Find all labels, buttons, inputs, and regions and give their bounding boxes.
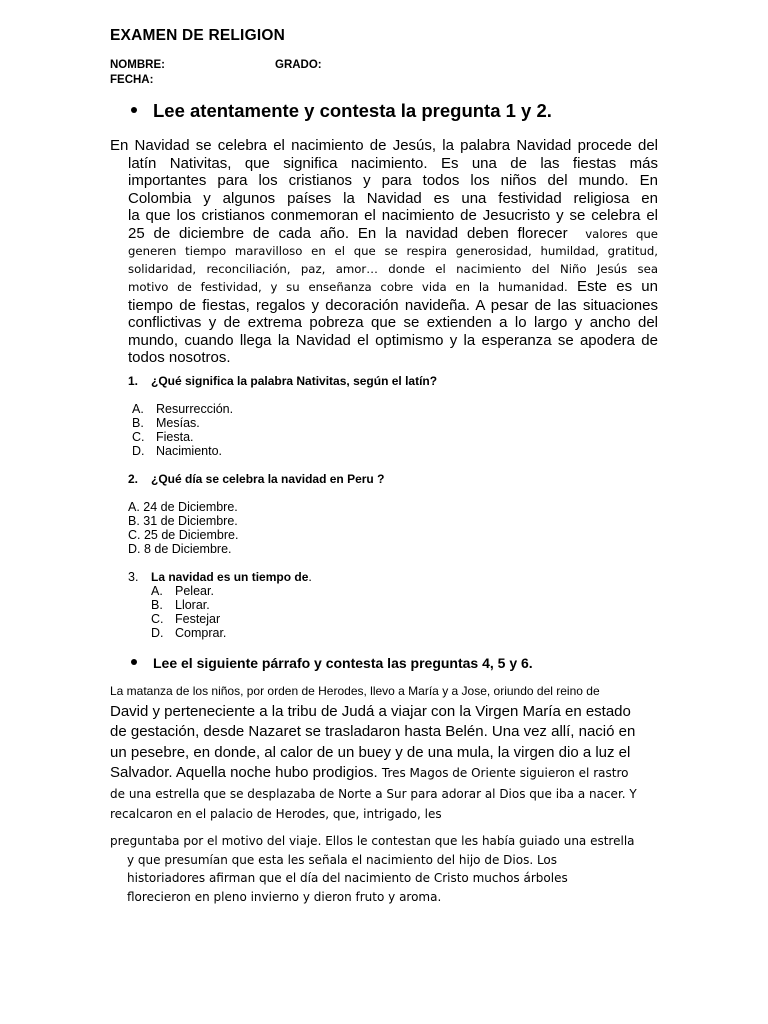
paragraph-line: solidaridad, reconciliación, paz, amor… donde el nacimiento del Niño Jesús sea: [128, 261, 658, 276]
option-letter: C.: [132, 430, 145, 444]
option-letter: D.: [132, 444, 145, 458]
option-c[interactable]: [151, 612, 226, 626]
paragraph-line: de gestación, desde Nazaret se trasladaron hasta Belén. Una vez allí, nació en: [110, 723, 636, 740]
question-text: ¿Qué significa la palabra Nativitas, según el latín?: [151, 374, 438, 388]
section1-paragraph: [110, 137, 658, 367]
nombre-label: NOMBRE:: [110, 59, 165, 71]
paragraph-line: generen tiempo maravilloso en el que se respira generosidad, humildad, gratitud,: [128, 244, 658, 258]
paragraph-line: importantes para los cristianos y para todos los niños del mundo. En: [128, 172, 658, 189]
paragraph-segment: Salvador. Aquella noche hubo prodigios.: [110, 764, 378, 781]
section1-instruction: [131, 100, 552, 122]
paragraph-line: y que presumían que esta les señala el nacimiento del hijo de Dios. Los: [127, 852, 558, 867]
paragraph-line: [128, 278, 658, 297]
option-d[interactable]: [151, 626, 226, 640]
section2-paragraph: [110, 681, 655, 825]
option-text: Festejar: [175, 612, 221, 626]
option-letter: B.: [151, 598, 163, 612]
option-a[interactable]: [151, 584, 226, 598]
option-c[interactable]: [132, 430, 233, 444]
question-number: 1.: [128, 374, 139, 388]
paragraph-line: En Navidad se celebra el nacimiento de Jesús, la palabra Navidad procede del: [110, 137, 658, 154]
option-text: Comprar.: [175, 626, 227, 640]
paragraph-line: de una estrella que se desplazaba de Norte a Sur para adorar al Dios que iba a nacer. Y: [110, 786, 637, 801]
option-letter: A.: [151, 584, 163, 598]
question-2: [128, 472, 384, 486]
section2-instruction-text: Lee el siguiente párrafo y contesta las preguntas 4, 5 y 6.: [153, 655, 533, 671]
section2-instruction: [131, 655, 533, 671]
paragraph-segment: 25 de diciembre de cada año. En la navidad deben florecer: [128, 224, 568, 242]
option-c[interactable]: C. 25 de Diciembre.: [128, 528, 239, 542]
option-b[interactable]: [151, 598, 226, 612]
paragraph-segment: Tres Magos de Oriente siguieron el rastro: [381, 766, 629, 780]
section1-instruction-text: Lee atentamente y contesta la pregunta 1 y 2.: [153, 100, 552, 121]
option-text: Nacimiento.: [156, 444, 222, 458]
option-d[interactable]: [132, 444, 233, 458]
question-text: La navidad es un tiempo de: [151, 570, 309, 584]
option-text: Pelear.: [175, 584, 214, 598]
grado-label: GRADO:: [275, 59, 322, 71]
option-text: Mesías.: [156, 416, 200, 430]
paragraph-line: recalcaron en el palacio de Herodes, que, intrigado, les: [110, 807, 442, 821]
section2-paragraph-continued: [110, 832, 635, 906]
paragraph-line: latín Nativitas, que significa nacimiento. Es una de las fiestas más: [128, 154, 658, 172]
option-text: Resurrección.: [156, 402, 234, 416]
paragraph-segment: motivo de festividad, y su enseñanza cobre vida en la humanidad.: [128, 280, 568, 294]
paragraph-line: un pesebre, en donde, al calor de un buey y de una mula, la virgen dio a luz el: [110, 743, 631, 761]
paragraph-line: conflictivas y de extrema pobreza que se extienden a lo largo y ancho del: [128, 314, 658, 331]
option-text: Fiesta.: [156, 430, 194, 444]
question-text: ¿Qué día se celebra la navidad en Peru ?: [151, 472, 385, 486]
option-b[interactable]: [132, 416, 233, 430]
paragraph-line: [110, 763, 655, 784]
option-letter: D.: [151, 626, 164, 640]
paragraph-segment: Este es un: [576, 278, 658, 295]
paragraph-line: preguntaba por el motivo del viaje. Ellos le contestan que les había guiado una estrella: [110, 834, 635, 848]
question-3-options: [151, 584, 226, 640]
paragraph-line: La matanza de los niños, por orden de Herodes, llevo a María y a Jose, oriundo del reino de: [110, 684, 600, 698]
bullet-icon: [131, 659, 137, 665]
paragraph-line: tiempo de fiestas, regalos y decoración navideña. A pesar de las situaciones: [128, 296, 658, 314]
option-letter: A.: [132, 402, 144, 416]
option-letter: C.: [151, 612, 164, 626]
option-a[interactable]: [132, 402, 233, 416]
question-2-options: [128, 500, 238, 556]
question-number: 2.: [128, 472, 139, 486]
paragraph-line: historiadores afirman que el día del nacimiento de Cristo muchos árboles: [127, 871, 568, 885]
question-1-options: [132, 402, 233, 458]
paragraph-line: David y perteneciente a la tribu de Judá a viajar con la Virgen María en estado: [110, 702, 631, 720]
option-d[interactable]: D. 8 de Diciembre.: [128, 542, 232, 556]
option-letter: B.: [132, 416, 144, 430]
paragraph-line: florecieron en pleno invierno y dieron fruto y aroma.: [127, 889, 442, 904]
paragraph-line: Colombia y algunos países la Navidad es una festividad religiosa en: [128, 189, 658, 207]
bullet-icon: [131, 107, 137, 113]
paragraph-line: [128, 225, 658, 244]
question-number: 3.: [128, 570, 139, 584]
option-b[interactable]: B. 31 de Diciembre.: [128, 514, 238, 528]
option-text: Llorar.: [175, 598, 210, 612]
fecha-label: FECHA:: [110, 74, 154, 86]
option-a[interactable]: A. 24 de Diciembre.: [128, 500, 238, 514]
paragraph-line: mundo, cuando llega la Navidad el optimismo y la esperanza se apodera de: [128, 331, 658, 349]
paragraph-segment: valores que: [585, 226, 658, 241]
paragraph-line: todos nosotros.: [128, 349, 231, 366]
exam-title: EXAMEN DE RELIGION: [110, 27, 285, 44]
question-3: [128, 570, 312, 584]
question-1: [128, 374, 437, 388]
paragraph-line: la que los cristianos conmemoran el nacimiento de Jesucristo y se celebra el: [128, 207, 658, 224]
question-period: .: [308, 570, 312, 584]
